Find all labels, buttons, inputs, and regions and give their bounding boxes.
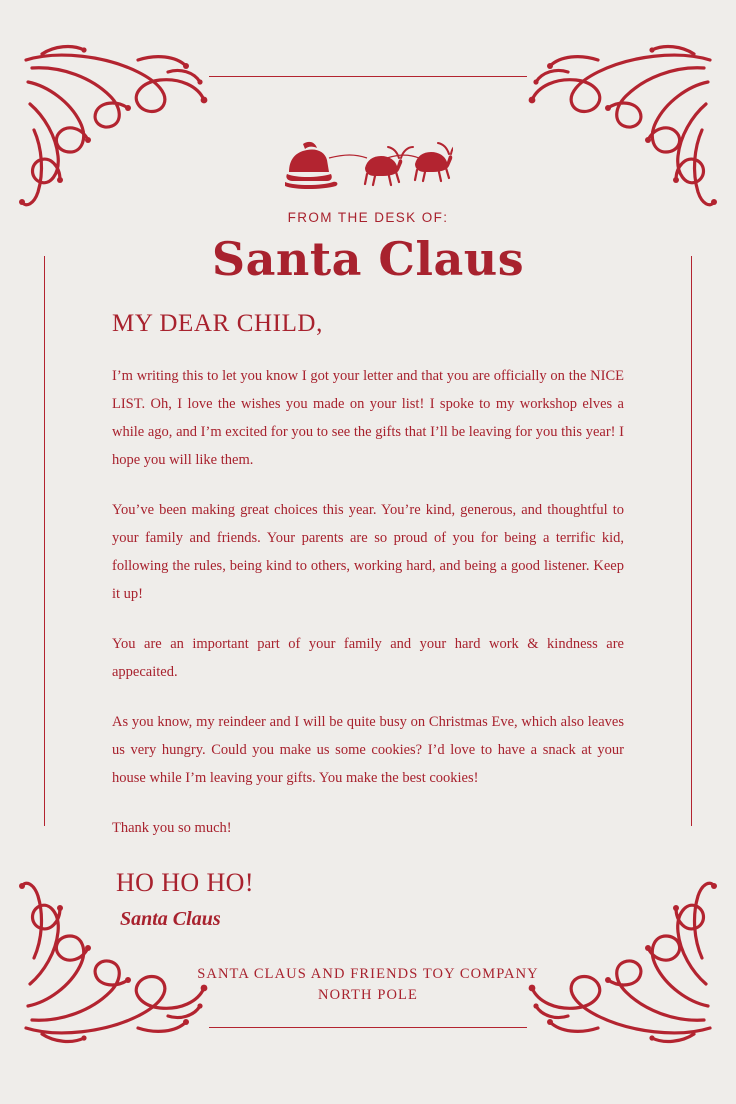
- footer: [0, 966, 736, 1004]
- closing: HO HO HO!: [116, 868, 254, 897]
- salutation: MY DEAR CHILD,: [112, 310, 323, 337]
- letter-body: [112, 310, 624, 931]
- bottom-divider: [209, 1027, 527, 1028]
- paragraph: You are an important part of your family and your hard work & kindness are appecaited.: [112, 636, 624, 680]
- paragraph: As you know, my reindeer and I will be quite busy on Christmas Eve, which also leaves us very hungry. Could you make us some cookies? I’d love to have a snack at your house while I’m leaving your gifts. You make the best cookies!: [112, 714, 624, 786]
- signature: Santa Claus: [120, 908, 221, 930]
- right-divider: [691, 256, 692, 826]
- paragraph: I’m writing this to let you know I got your letter and that you are officially on the NICE LIST. Oh, I love the wishes you made on your list! I spoke to my workshop elves a while ago, and I’m excited for you to see the gifts that I’ll be leaving for you this year! I hope you will like them.: [112, 368, 624, 468]
- left-divider: [44, 256, 45, 826]
- floral-flourish-icon: [18, 42, 208, 212]
- footer-location: NORTH POLE: [318, 987, 418, 1003]
- paragraph: Thank you so much!: [112, 820, 232, 836]
- paragraph: You’ve been making great choices this year. You’re kind, generous, and thoughtful to your family and friends. Your parents are so proud of you for being a terrific kid, following the rules, being kind to others, working hard, and being a good listener. Keep it up!: [112, 502, 624, 602]
- footer-company: SANTA CLAUS AND FRIENDS TOY COMPANY: [197, 966, 539, 982]
- santa-sleigh-reindeer-icon: [283, 138, 453, 198]
- top-divider: [209, 76, 527, 77]
- from-desk-of-label: FROM THE DESK OF:: [287, 210, 449, 225]
- floral-flourish-icon: [528, 42, 718, 212]
- page-title: Santa Claus: [211, 232, 525, 286]
